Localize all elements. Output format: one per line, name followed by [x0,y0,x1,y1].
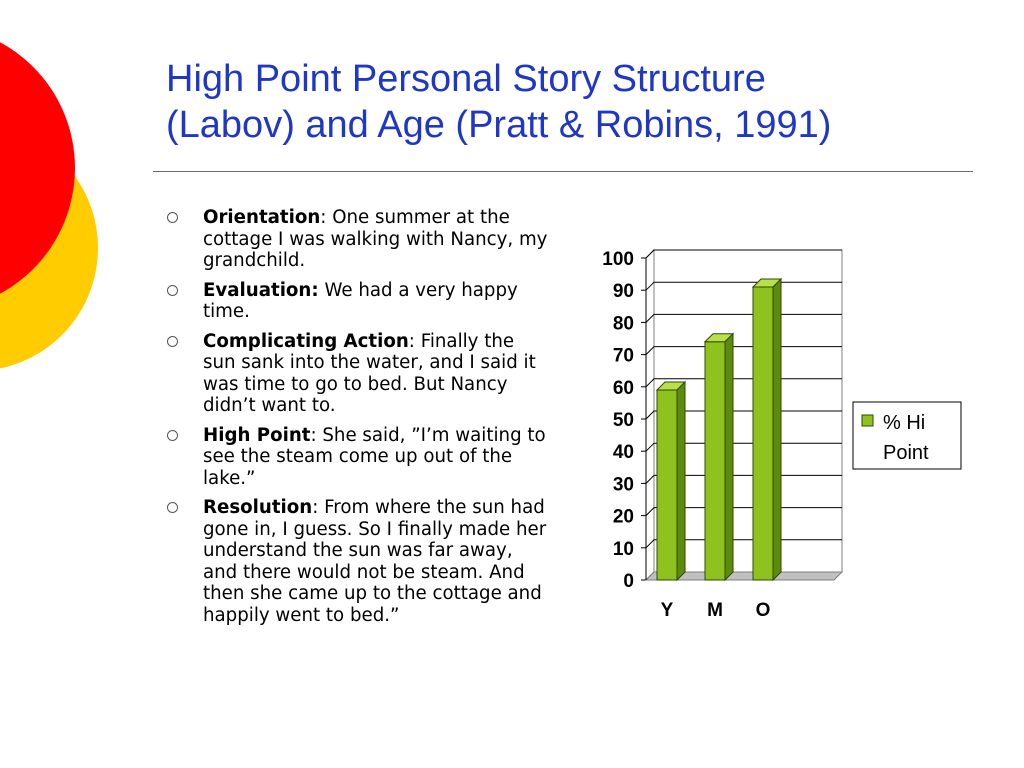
bullet-circle-icon [167,212,178,223]
y-tick-label: 50 [612,410,634,431]
bar-o [753,287,773,580]
bar-side-y [677,382,685,580]
title-line-2: (Labov) and Age (Pratt & Robins, 1991) [166,104,832,146]
title-line-1: High Point Personal Story Structure [166,58,766,100]
legend-label-line-2: Point [883,442,929,464]
bullet-separator: : [320,207,333,228]
x-tick-label-y: Y [660,600,674,621]
bullet-circle-icon [167,502,178,513]
legend-label-line-1: % Hi [883,412,926,434]
bullet-resolution [162,497,552,626]
bullet-circle-icon [167,336,178,347]
bullet-term: Resolution [203,497,313,518]
bullet-text: From where the sun had gone in, I guess. So I finally made her understand the sun was far away, and there would not be steam. And then she came up to the cottage and happily went to bed.” [203,497,547,626]
bullet-text: One summer at the cottage I was walking with Nancy, my grandchild. [203,207,548,271]
bullet-text: She said, ”I’m waiting to see the steam come up out of the lake.” [203,424,546,489]
bullet-term: Complicating Action [203,330,409,352]
bullet-text: Finally the sun sank into the water, and I said it was time to go to bed. But Nancy didn’t want to. [203,330,536,416]
bullet-complicating-action [162,331,552,417]
y-tick-label: 70 [612,345,634,367]
bar-y [657,390,677,580]
bullet-separator: : [312,497,325,518]
bullet-evaluation [162,280,552,323]
x-tick-label-o: O [755,600,771,621]
legend-swatch [862,415,873,426]
bar-side-m [725,334,733,580]
bullet-text: We had a very happy time. [203,279,518,322]
y-tick-label: 40 [612,442,634,464]
y-tick-label: 0 [623,571,634,592]
bullet-orientation [162,207,552,272]
bullet-term: Orientation [203,207,321,228]
story-structure-list [162,207,552,634]
x-tick-label-m: M [707,600,723,621]
bullet-high-point [162,425,552,490]
bullet-circle-icon [167,430,178,441]
bar-side-o [773,279,781,580]
decorative-circles [0,0,110,400]
title-divider [153,171,973,172]
bullet-term: High Point [203,424,311,446]
y-tick-label: 90 [612,281,634,303]
y-tick-label: 60 [612,377,634,399]
bar-m [705,342,725,580]
y-tick-label: 10 [612,538,634,560]
bullet-separator: : [310,424,323,446]
hi-point-bar-chart [582,238,972,638]
y-tick-label: 80 [612,313,634,335]
y-tick-label: 30 [612,474,634,496]
slide-title [166,56,986,148]
y-tick-label: 100 [602,249,634,270]
y-tick-label: 20 [612,506,634,528]
bullet-separator: : [408,330,421,352]
bullet-term: Evaluation: [203,279,319,301]
bullet-circle-icon [167,285,178,296]
